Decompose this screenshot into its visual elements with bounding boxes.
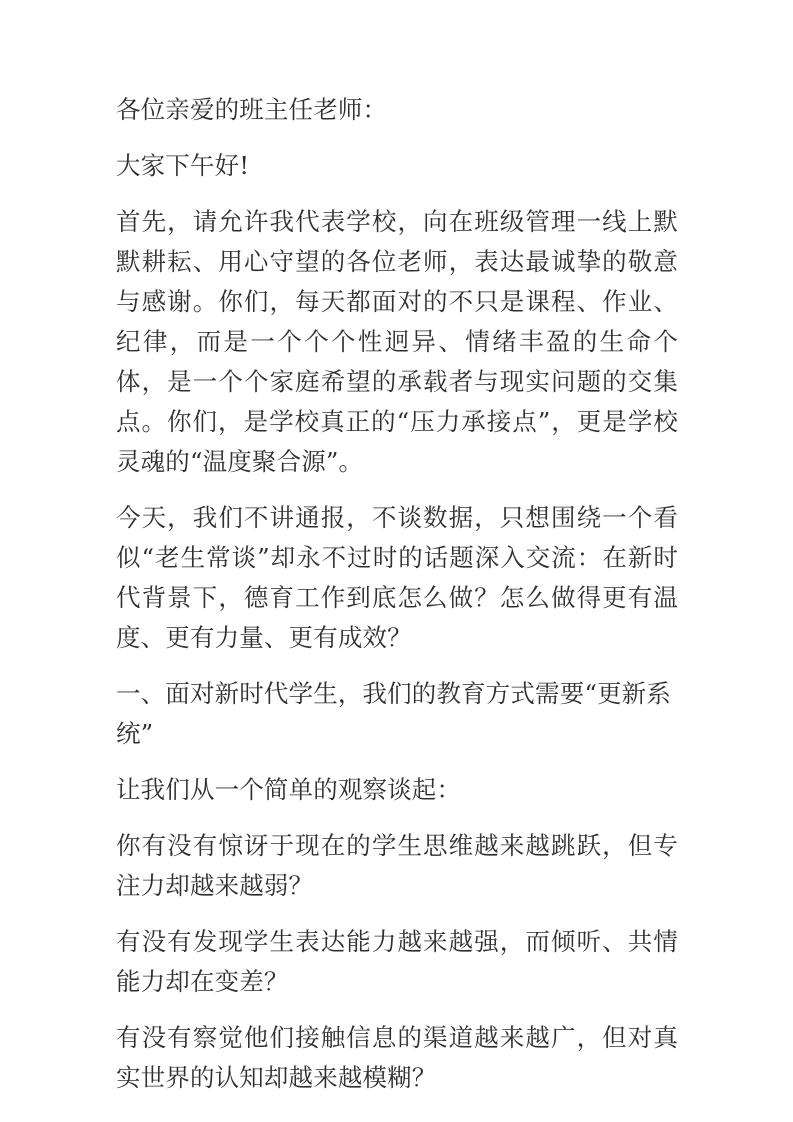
paragraph-heading-1: 一、面对新时代学生，我们的教育方式需要“更新系统” (116, 679, 671, 748)
paragraph-body-2: 今天，我们不讲通报，不谈数据，只想围绕一个看似“老生常谈”却永不过时的话题深入交流：在新时代背景下，德育工作到底怎么做？怎么做得更有温度、更有力量、更有成效？ (116, 503, 678, 652)
document-text-body (116, 90, 678, 1098)
paragraph-body-3: 让我们从一个简单的观察谈起： (116, 775, 462, 804)
paragraph-body-1: 首先，请允许我代表学校，向在班级管理一线上默默耕耘、用心守望的各位老师，表达最诚挚的敬意与感谢。你们，每天都面对的不只是课程、作业、纪律，而是一个个个性迥异、情绪丰盈的生命个体，是一个个家庭希望的承载者与现实问题的交集点。你们，是学校真正的“压力承接点”，更是学校灵魂的“温度聚合源”。 (116, 207, 678, 476)
paragraph-body-5: 有没有发现学生表达能力越来越强，而倾听、共情能力却在变差？ (116, 927, 678, 996)
paragraph-greeting: 大家下午好! (116, 151, 250, 180)
paragraph-body-6: 有没有察觉他们接触信息的渠道越来越广，但对真实世界的认知却越来越模糊？ (116, 1023, 678, 1092)
paragraph-salutation: 各位亲爱的班主任老师： (116, 95, 388, 124)
paragraph-body-4: 你有没有惊讶于现在的学生思维越来越跳跃，但专注力却越来越弱？ (116, 831, 678, 900)
